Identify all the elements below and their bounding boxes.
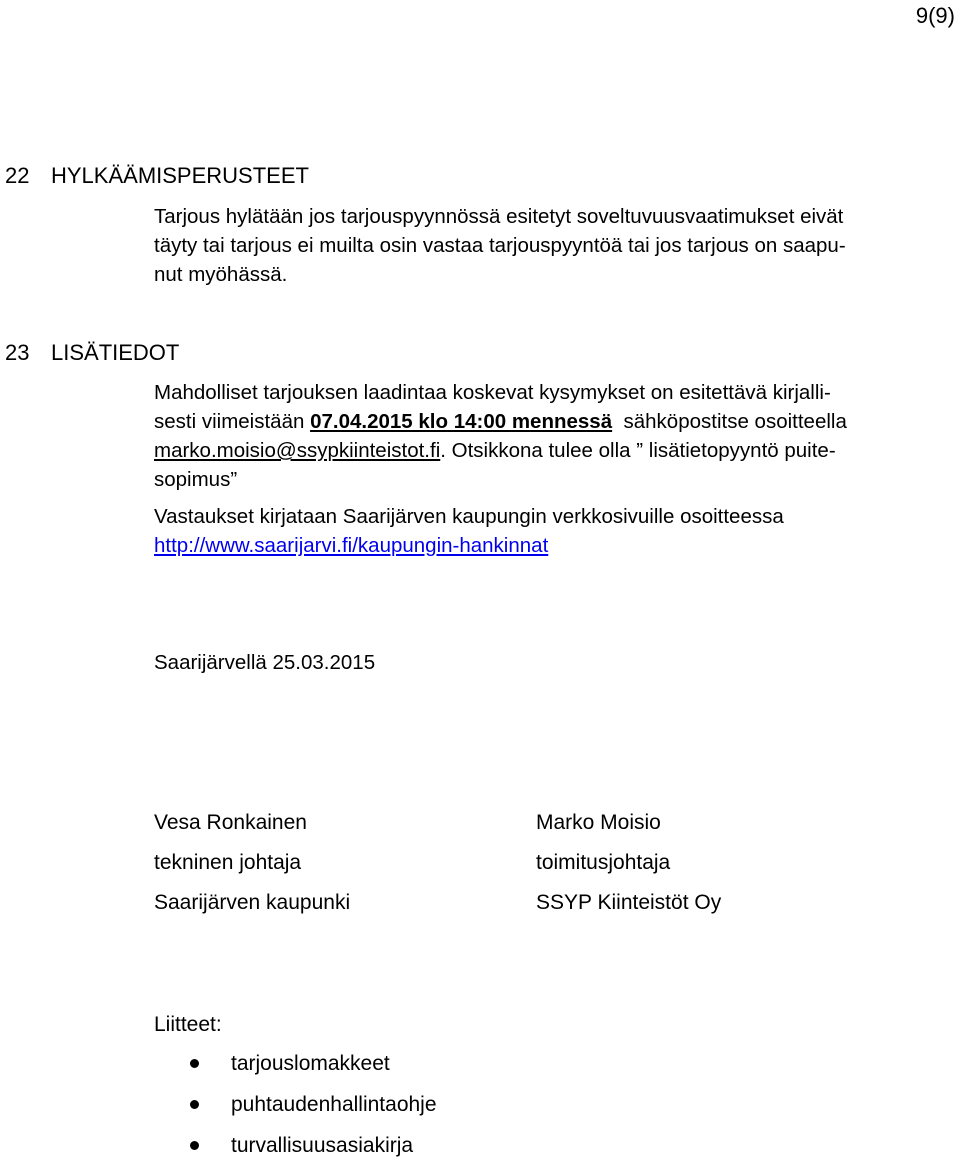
deadline-outro: sähköpostitse osoitteella: [612, 410, 847, 433]
list-item: [190, 1092, 437, 1133]
contact-email-link[interactable]: marko.moisio@ssypkiinteistot.fi: [154, 439, 441, 462]
paragraph-line: [154, 407, 949, 436]
page-number: 9(9): [915, 3, 955, 28]
answers-paragraph: [154, 502, 949, 560]
section-number: 23: [5, 340, 30, 365]
paragraph-line: Tarjous hylätään jos tarjouspyynnössä esitetyt soveltuvuusvaatimukset eivät: [154, 205, 844, 228]
bullet-icon: [190, 1100, 199, 1109]
paragraph-line: täyty tai tarjous ei muilta osin vastaa tarjouspyyntöä tai jos tarjous on saapu-: [154, 234, 846, 257]
section-title: HYLKÄÄMISPERUSTEET: [51, 163, 309, 188]
signatory-2-title: toimitusjohtaja: [536, 851, 671, 874]
paragraph-line: Vastaukset kirjataan Saarijärven kaupungin verkkosivuille osoitteessa: [154, 505, 784, 528]
paragraph-line: Mahdolliset tarjouksen laadintaa koskevat kysymykset on esitettävä kirjalli-: [154, 381, 831, 404]
attachment-name: tarjouslomakkeet: [231, 1052, 390, 1075]
place-date: Saarijärvellä 25.03.2015: [154, 651, 376, 674]
signatory-1-title: tekninen johtaja: [154, 851, 302, 874]
section-23-heading: [5, 340, 179, 366]
signatory-1-name: Vesa Ronkainen: [154, 811, 307, 834]
attachments-label: Liitteet:: [154, 1013, 222, 1036]
paragraph-line: nut myöhässä.: [154, 263, 288, 286]
attachments-list: [190, 1051, 437, 1174]
paragraph-line: [154, 436, 949, 465]
section-22-body: [154, 202, 949, 289]
bullet-icon: [190, 1059, 199, 1068]
attachment-name: turvallisuusasiakirja: [231, 1134, 414, 1157]
list-item: [190, 1133, 437, 1174]
section-22-heading: [5, 163, 309, 189]
section-23-body: [154, 378, 949, 494]
signatory-1-organization: Saarijärven kaupunki: [154, 891, 351, 914]
section-title: LISÄTIEDOT: [51, 340, 180, 365]
deadline-date: 07.04.2015 klo 14:00 mennessä: [310, 410, 613, 433]
procurement-url-link[interactable]: http://www.saarijarvi.fi/kaupungin-hankinnat: [154, 534, 549, 557]
signatory-2-name: Marko Moisio: [536, 811, 661, 834]
deadline-intro: sesti viimeistään: [154, 410, 311, 433]
bullet-icon: [190, 1141, 199, 1150]
paragraph-line: sopimus”: [154, 468, 238, 491]
subject-instruction: . Otsikkona tulee olla ” lisätietopyyntö puite-: [440, 439, 836, 462]
signatory-2-organization: SSYP Kiinteistöt Oy: [536, 891, 722, 914]
attachment-name: puhtaudenhallintaohje: [231, 1093, 437, 1116]
list-item: [190, 1051, 437, 1092]
section-number: 22: [5, 163, 30, 188]
